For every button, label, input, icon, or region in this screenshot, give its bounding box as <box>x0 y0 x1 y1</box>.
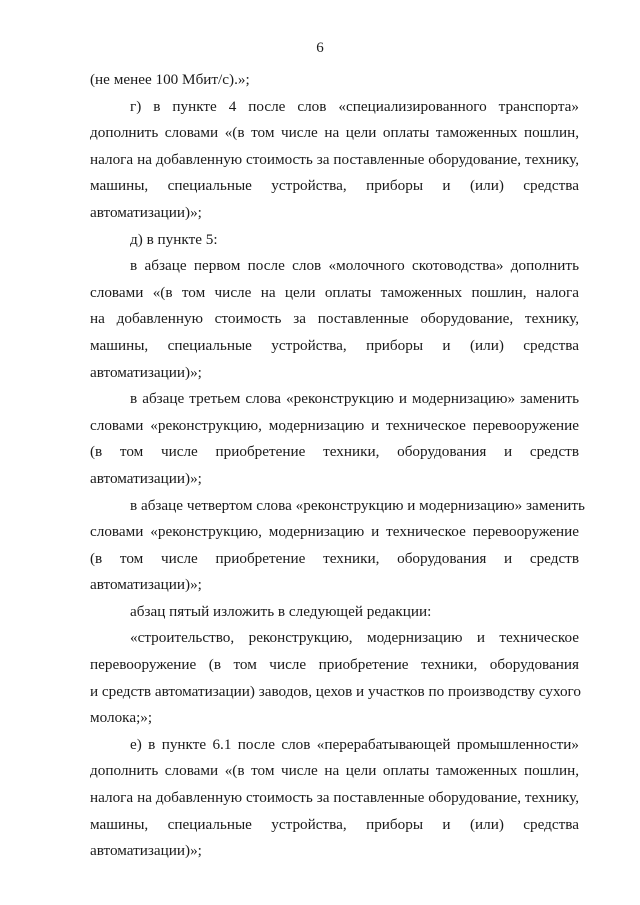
text-line: автоматизации)»; <box>90 363 202 381</box>
text-line: д) в пункте 5: <box>130 230 218 248</box>
paragraph-item-g <box>90 94 579 227</box>
text-line: в абзаце четвертом слова «реконструкцию и модернизацию» заменить <box>130 496 585 514</box>
text-line: автоматизации)»; <box>90 203 202 221</box>
text-line: машины, специальные устройства, приборы и (или) средства <box>90 336 579 354</box>
paragraph-abzac-1 <box>90 253 579 386</box>
text-line: (в том числе приобретение техники, оборудования и средств <box>90 549 579 567</box>
text-line: (не менее 100 Мбит/с).»; <box>90 71 250 88</box>
text-line: словами «реконструкцию, модернизацию и техническое перевооружение <box>90 416 579 434</box>
text-line: (в том числе приобретение техники, оборудования и средств <box>90 443 579 461</box>
text-line: автоматизации)»; <box>90 576 202 594</box>
text-line: машины, специальные устройства, приборы и (или) средства <box>90 815 579 833</box>
text-line: автоматизации)»; <box>90 469 202 487</box>
paragraph-abzac-3 <box>90 386 579 492</box>
page-number: 6 <box>316 40 324 56</box>
paragraph-abzac-4 <box>90 493 585 599</box>
text-line: автоматизации)»; <box>90 842 202 860</box>
text-line: дополнить словами «(в том числе на цели оплаты таможенных пошлин, <box>90 762 579 780</box>
text-line: е) в пункте 6.1 после слов «перерабатывающей промышленности» <box>130 735 579 753</box>
text-line: налога на добавленную стоимость за поставленные оборудование, технику, <box>90 150 579 168</box>
paragraph-item-e <box>90 732 579 865</box>
text-line: г) в пункте 4 после слов «специализированного транспорта» <box>130 97 579 115</box>
text-line: на добавленную стоимость за поставленные оборудование, технику, <box>90 310 579 328</box>
paragraph-abzac-5-text <box>90 625 582 731</box>
text-line: «строительство, реконструкцию, модернизацию и техническое <box>130 629 579 647</box>
text-line: в абзаце третьем слова «реконструкцию и модернизацию» заменить <box>130 390 579 408</box>
text-line: молока;»; <box>90 709 153 727</box>
paragraph-item-d <box>90 227 579 254</box>
text-line: и средств автоматизации) заводов, цехов и участков по производству сухого <box>90 682 582 700</box>
document-body <box>90 67 585 865</box>
paragraph-abzac-5-intro <box>90 599 579 626</box>
text-line: в абзаце первом после слов «молочного скотоводства» дополнить <box>130 257 579 275</box>
text-line: словами «реконструкцию, модернизацию и техническое перевооружение <box>90 523 579 541</box>
paragraph-continuation <box>90 67 579 94</box>
text-line: абзац пятый изложить в следующей редакции: <box>130 602 432 620</box>
text-line: дополнить словами «(в том числе на цели оплаты таможенных пошлин, <box>90 124 579 142</box>
text-line: машины, специальные устройства, приборы и (или) средства <box>90 177 579 195</box>
text-line: перевооружение (в том числе приобретение техники, оборудования <box>90 656 579 674</box>
text-line: словами «(в том числе на цели оплаты таможенных пошлин, налога <box>90 283 579 301</box>
text-line: налога на добавленную стоимость за поставленные оборудование, технику, <box>90 789 579 807</box>
